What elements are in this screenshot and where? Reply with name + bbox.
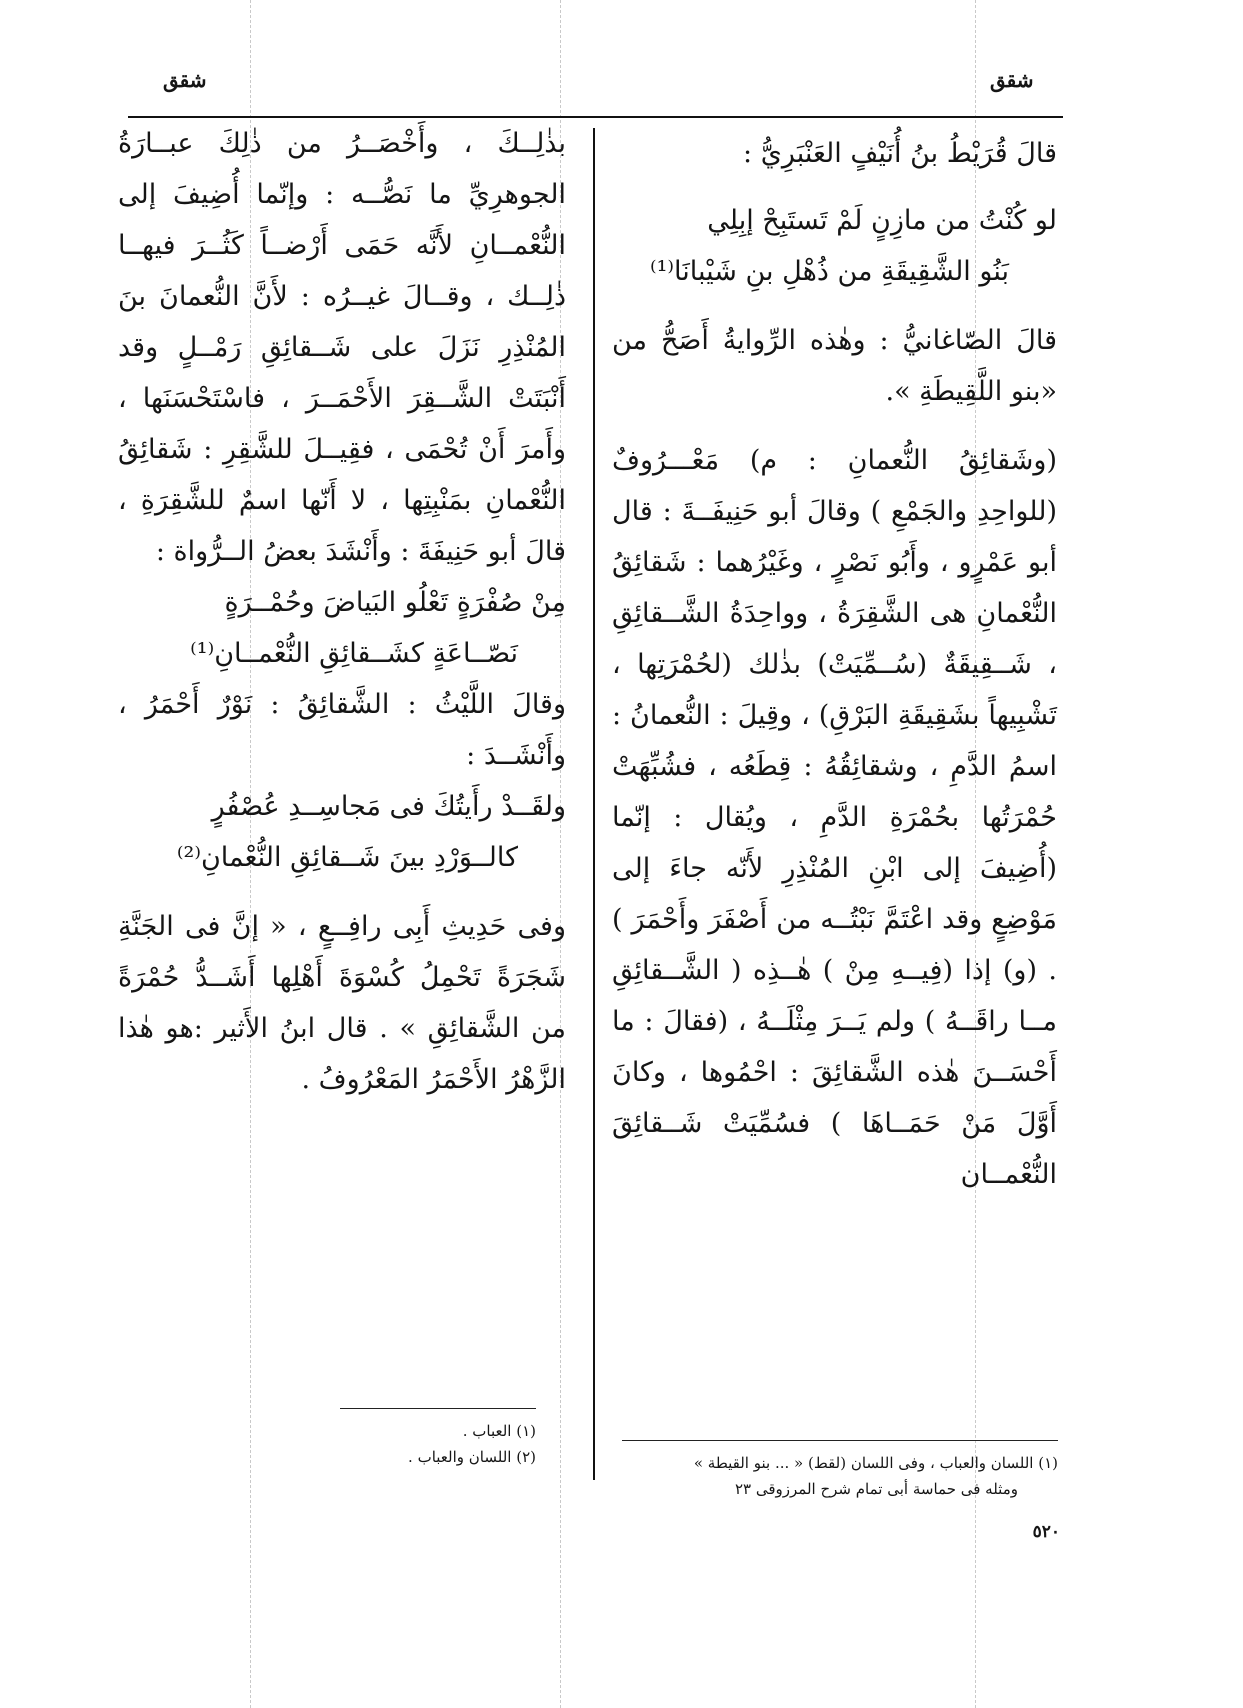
left-verse2-line-2: كالــوَرْدِ بينَ شَــقائِقِ النُّعْمانِ⁽²⁾	[176, 842, 518, 873]
left-paragraph-3: وفى حَدِيثِ أَبِى رافِــعٍ ، « إنَّ فى الجَنَّةِ شَجَرَةً تَحْمِلُ كُسْوَةَ أَهْلِها أَشَــدُّ حُمْرَةً من الشَّقائِقِ » . قال ابنُ الأَثير :هو هٰذا الزَّهْرُ الأَحْمَرُ المَعْرُوفُ .	[118, 911, 566, 1095]
right-footnotes	[608, 1450, 1058, 1502]
column-divider	[593, 128, 595, 1480]
right-paragraph-2: قالَ الصّاغانيُّ : وهٰذه الرِّوايةُ أَصَحُّ من «بنو اللَّقِيطَةِ ».	[612, 325, 1057, 407]
left-verse2-line-1: ولقَــدْ رأَيتُكَ فى مَجاسِــدِ عُصْفُرٍ	[211, 791, 566, 822]
right-paragraph-1: قالَ قُرَيْطُ بنُ أُنَيْفٍ العَنْبَرِيُّ :	[743, 138, 1057, 169]
right-footnote-2: ومثله فى حماسة أبى تمام شرح المرزوقى ٢٣	[734, 1480, 1018, 1498]
right-footnote-rule	[622, 1440, 1058, 1441]
running-header-right: شقق	[990, 68, 1034, 92]
left-footnote-1: (١) العباب .	[462, 1422, 536, 1440]
left-footnote-2: (٢) اللسان والعباب .	[408, 1448, 536, 1466]
left-verse1-line-1: مِنْ صُفْرَةٍ تَعْلُو البَياضَ وحُمْــرَةٍ	[224, 587, 566, 618]
right-paragraph-3: (وشَقائِقُ النُّعمانِ : م) مَعْـــرُوفٌ (للواحِدِ والجَمْعِ ) وقالَ أبو حَنِيفَــةَ : قال أبو عَمْرٍو ، وأَبُو نَصْرٍ ، وغَيْرُهما : شَقائِقُ النُّعْمانِ هى الشَّقِرَةُ ، وواحِدَةُ الشَّــقائِقِ ، شَــقِيقَةٌ (سُــمِّيَتْ) بذٰلك (لحُمْرَتِها ، تَشْبِيهاً بشَقِيقَةِ البَرْقِ) ، وقِيلَ : النُّعمانُ : اسمُ الدَّمِ ، وشقائِقُهُ : قِطَعُه ، فشُبِّهَتْ حُمْرَتُها بحُمْرَةِ الدَّمِ ، ويُقال : إنّما (أُضِيفَ إلى ابْنِ المُنْذِرِ لأَنّه جاءَ إلى مَوْضِعٍ وقد اعْتَمَّ نَبْتُــه من أَصْفَرَ وأَحْمَرَ ) . (و) إذا (فِيــهِ مِنْ ) هٰــذِه ( الشَّــقائِقِ مــا راقَــهُ ) ولم يَــرَ مِثْلَــهُ ، (فقالَ : ما أَحْسَــنَ هٰذه الشَّقائِقَ : احْمُوها ، وكانَ أَوَّلَ مَنْ حَمَــاهَا ) فسُمِّيَتْ شَــقائِقَ النُّعْمــان	[612, 445, 1057, 1190]
left-footnotes	[300, 1418, 536, 1470]
running-header-left: شقق	[163, 68, 207, 92]
left-column	[118, 118, 566, 1105]
left-verse1-line-2: نَصّــاعَةٍ كشَــقائِقِ النُّعْمــانِ⁽¹⁾	[190, 638, 518, 669]
left-paragraph-2: وقالَ اللَّيْثُ : الشَّقائِقُ : نَوْرٌ أَحْمَرُ ، وأَنْشَــدَ :	[118, 689, 566, 771]
right-footnote-1: (١) اللسان والعباب ، وفى اللسان (لقط) « ... بنو القيطة »	[693, 1454, 1058, 1472]
right-column	[612, 128, 1057, 1200]
right-verse-line-2: بَنُو الشَّقِيقَةِ من ذُهْلِ بنِ شَيْبانَا⁽¹⁾	[649, 256, 1009, 287]
left-footnote-rule	[340, 1408, 536, 1409]
page-number: ٥٢٠	[1032, 1522, 1060, 1542]
right-verse-line-1: لو كُنْتُ من مازِنٍ لَمْ تَستَبِحْ إبِلِي	[707, 205, 1057, 236]
left-paragraph-1: بذٰلِــكَ ، وأَخْصَــرُ من ذٰلِكَ عبــارَةُ الجوهرِيِّ ما نَصُّــه : وإنّما أُضِيفَ إلى النُّعْمــانِ لأَنَّه حَمَى أَرْضــاً كَثُــرَ فيهــا ذٰلِــك ، وقــالَ غيــرُه : لأَنَّ النُّعمانَ بنَ المُنْذِرِ نَزَلَ على شَــقائِقِ رَمْــلٍ وقد أَنْبَتَتْ الشَّــقِرَ الأَحْمَــرَ ، فاسْتَحْسَنَها ، وأَمرَ أَنْ تُحْمَى ، فقِيــلَ للشَّقِرِ : شَقائِقُ النُّعْمانِ بمَنْبِتِها ، لا أَنّها اسمٌ للشَّقِرَةِ ، قالَ أبو حَنِيفَةَ : وأَنْشَدَ بعضُ الــرُّواة :	[118, 128, 566, 567]
